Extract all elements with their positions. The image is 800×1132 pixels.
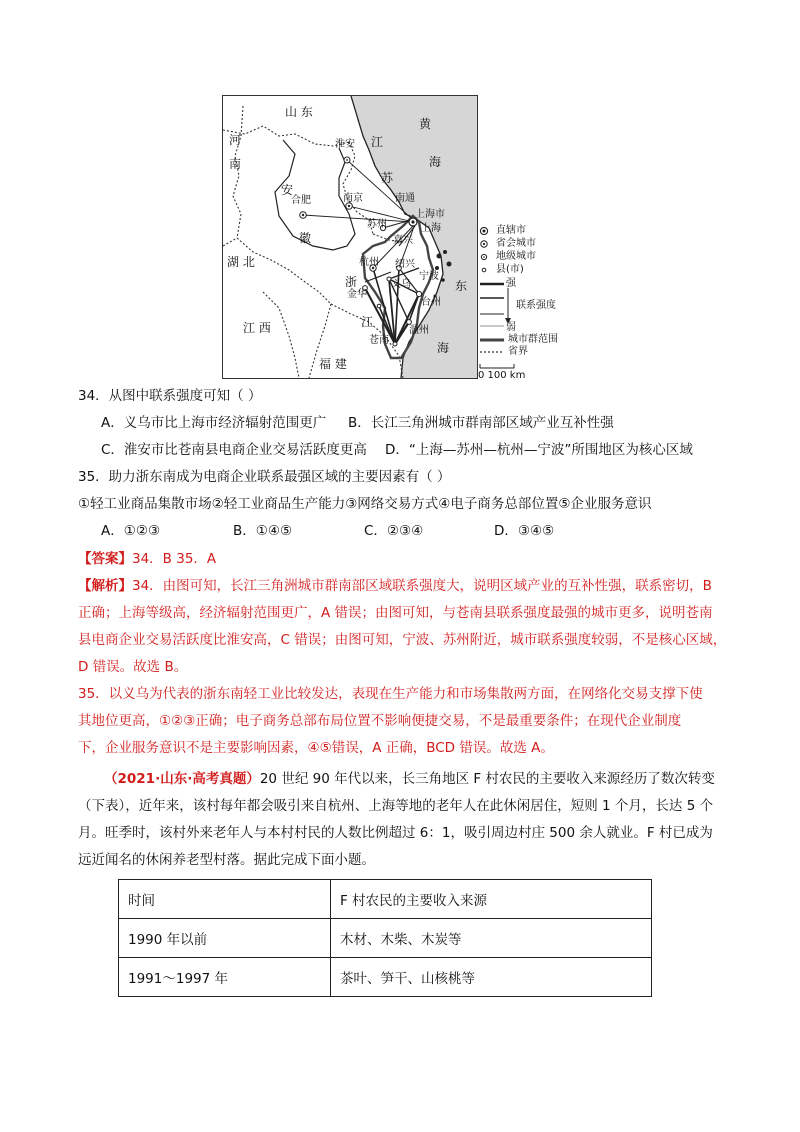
label-yiwu: 义乌 [391,279,411,290]
legend-municipality: 直辖市 [496,225,526,236]
q34-stem: 34．从图中联系强度可知（ ） [78,388,262,404]
island [447,262,452,267]
table-header-row [119,880,652,919]
q35-stem: 35．助力浙东南成为电商企业联系最强区域的主要因素有（ ） [78,469,451,485]
passage-line-1 [104,769,715,789]
label-jiangsu-1: 江 [371,135,384,149]
analysis-line-1 [78,576,712,596]
label-hubei: 湖 北 [227,255,255,269]
label-huaian: 淮安 [335,139,355,150]
label-shanghai-city: 上海市 [415,209,445,220]
q35-factors: ①轻工业商品集散市场②轻工业商品生产能力③网络交易方式④电子商务总部位置⑤企业服务意识 [78,496,652,512]
table-header-cell: 时间 [119,880,331,919]
q34-option-b: B．长江三角洲城市群南部区域产业互补性强 [348,415,614,431]
label-shandong: 山 东 [285,105,313,119]
label-hefei: 合肥 [291,195,311,206]
label-jiangsu-2: 苏 [381,171,394,185]
passage-line-2: （下表），近年来，该村每年都会吸引来自杭州、上海等地的老年人在此休闲居住，短则 1 个月，长达 5 个 [78,798,714,814]
analysis-line-4: D 错误。故选 B。 [78,659,188,675]
label-jiangxi: 江 西 [243,321,271,335]
label-zhejiang-1: 浙 [345,275,358,289]
table-cell: 1991～1997 年 [119,958,331,997]
map-legend [478,222,588,382]
label-nanjing: 南京 [343,193,363,204]
island [441,278,445,282]
table-row [119,919,652,958]
legend-provincial-capital: 省会城市 [496,238,536,249]
answer-tag: 【答案】 [78,551,132,567]
legend-city-cluster: 城市群范围 [508,334,558,345]
label-nantong: 南通 [395,193,415,204]
label-shaoxing: 绍兴 [395,259,415,270]
label-suzhou: 苏州 [367,219,387,230]
table-cell: 茶叶、笋干、山核桃等 [331,958,652,997]
label-shanghai: 上海 [421,223,441,234]
q35-option-c: C．②③④ [364,523,424,539]
analysis-line-5: 35．以义乌为代表的浙东南轻工业比较发达，表现在生产能力和市场集散两方面，在网络化交易支撑下使 [78,686,703,702]
q34-option-a: A．义乌市比上海市经济辐射范围更广 [101,415,327,431]
q34-option-c: C．淮安市比苍南县电商企业交易活跃度更高 [101,442,367,458]
answer-line [78,549,216,569]
label-cangnan: 苍南 [369,335,389,346]
income-table [118,879,652,997]
legend-scale: 0 100 km [478,370,526,381]
label-wenzhou: 温州 [409,325,429,336]
q35-option-d: D．③④⑤ [494,523,555,539]
legend-county: 县(市) [496,264,524,275]
passage-line-3: 月。旺季时，该村外来老年人与本村村民的人数比例超过 6：1，吸引周边村庄 500 余人就业。F 村已成为 [78,825,713,841]
label-hangzhou: 杭州 [359,257,379,268]
legend-strong: 强 [506,278,516,289]
q35-option-a: A．①②③ [101,523,161,539]
analysis-line-7: 下，企业服务意识不是主要影响因素，④⑤错误，A 正确，BCD 错误。故选 A。 [78,740,554,756]
analysis-text-1: 34．由图可知，长江三角洲城市群南部区域联系强度大，说明区域产业的互补性强，联系密切，B [132,578,712,594]
label-donghai-2: 海 [437,341,450,355]
label-donghai-1: 东 [455,279,468,293]
legend-province-border: 省界 [508,346,528,357]
analysis-line-2: 正确；上海等级高，经济辐射范围更广，A 错误；由图可知，与苍南县联系强度最强的城市更多，说明苍南 [78,605,713,621]
q35-option-b: B．①④⑤ [233,523,293,539]
label-huanghai-1: 黄 [419,117,432,131]
q34-option-d: D．“上海—苏州—杭州—宁波”所围地区为核心区域 [385,442,693,458]
island [443,250,447,254]
label-ningbo: 宁波 [419,271,439,282]
label-jiaxing: 嘉兴 [393,235,413,246]
island [437,254,442,259]
label-zhejiang-2: 江 [361,315,374,329]
analysis-line-6: 其地位更高，①②③正确；电子商务总部布局位置不影响便捷交易，不是最重要条件；在现代企业制度 [78,713,682,729]
legend-weak: 弱 [506,322,516,333]
passage-line-4: 远近闻名的休闲养老型村落。据此完成下面小题。 [78,852,375,868]
label-huanghai-2: 海 [429,155,442,169]
passage-text-1: 20 世纪 90 年代以来，长三角地区 F 村农民的主要收入来源经历了数次转变 [259,771,715,787]
legend-link-strength: 联系强度 [516,300,556,311]
label-henan-1: 河 [229,133,242,147]
island [435,266,439,270]
table-cell: 1990 年以前 [119,919,331,958]
analysis-line-3: 县电商企业交易活跃度比淮安高，C 错误；由图可知，宁波、苏州附近，城市联系强度较弱，不是核心区域， [78,632,727,648]
yangtze-delta-map [222,95,478,379]
label-taizhou: 台州 [421,297,441,308]
label-anhui-2: 徽 [299,231,312,245]
table-header-cell: F 村农民的主要收入来源 [331,880,652,919]
legend-prefecture-city: 地级城市 [496,251,536,262]
answer-text: 34．B 35．A [132,551,217,567]
table-row [119,958,652,997]
analysis-tag: 【解析】 [78,578,132,594]
label-anhui-1: 安 [281,183,294,197]
label-fujian: 福 建 [319,357,347,371]
table-cell: 木材、木柴、木炭等 [331,919,652,958]
label-henan-2: 南 [229,157,242,171]
label-jinhua: 金华 [347,289,367,300]
passage-source: （2021·山东·高考真题） [104,771,260,787]
